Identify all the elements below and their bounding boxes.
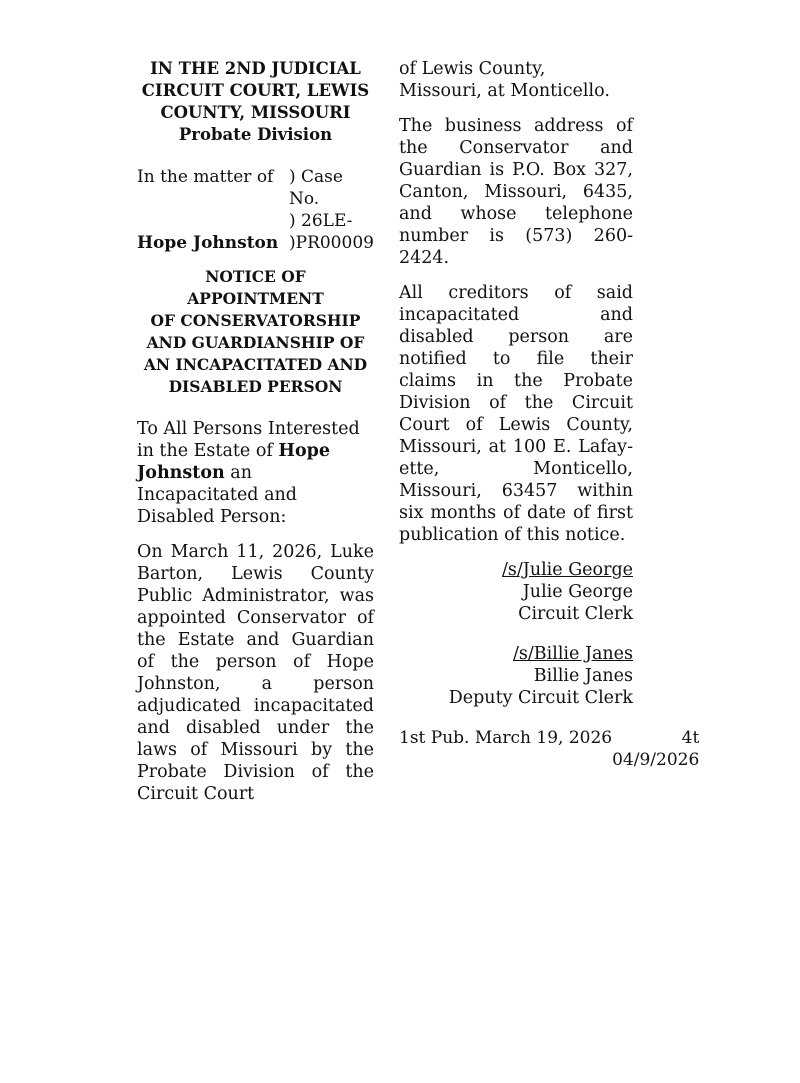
- notice-title-line-3: AND GUARDIANSHIP OF: [146, 333, 365, 352]
- notice-title: [137, 266, 374, 398]
- last-publication-date: 04/9/2026: [612, 750, 700, 770]
- signature-line: /s/Julie George: [502, 560, 633, 580]
- court-line-1: IN THE 2ND JUDICIAL: [150, 59, 361, 78]
- publication-times: 4t: [681, 728, 700, 748]
- signature-line: /s/Billie Janes: [513, 644, 633, 664]
- notice-title-line-1: NOTICE OF APPOINTMENT: [187, 267, 324, 308]
- case-number-part1: ) 26LE-: [289, 211, 353, 231]
- notice-title-line-5: DISABLED PERSON: [168, 377, 343, 396]
- court-line-2: CIRCUIT COURT, LEWIS: [141, 81, 370, 100]
- notice-title-line-4: AN INCAPACITATED AND: [143, 355, 368, 374]
- party-name: Hope Johnston: [137, 233, 279, 253]
- matter-label: In the matter of: [137, 167, 274, 187]
- division-label: Probate Division: [178, 125, 333, 144]
- address-paragraph: To All Persons Interested in the Estate of Hope Johnston an Incapacitated and Disabled Person:: [137, 419, 360, 527]
- signer-name: Julie George: [522, 582, 633, 602]
- appointment-paragraph: On March 11, 2026, Luke Barton, Lewis County Public Administrator, was appointed Conservator of the Estate and Guardian of the person of Hope Johnston, a person adjudicated incapacitated and disabled under the laws of Missouri by the Probate Division of the Circuit Court: [137, 542, 374, 804]
- signature-block-clerk: [399, 559, 633, 625]
- court-line-3: COUNTY, MISSOURI: [160, 103, 351, 122]
- business-address-paragraph: The business address of the Conservator and Guardian is P.O. Box 327, Canton, Missouri, 6435, and whose telephone number is (573) 260-2424.: [399, 116, 633, 268]
- court-heading: [137, 58, 374, 146]
- case-number-part2: )PR00009: [289, 233, 374, 253]
- signature-block-deputy: [399, 643, 633, 709]
- estate-name: Hope Johnston: [137, 441, 330, 483]
- appointment-continued: of Lewis County, Missouri, at Monticello.: [399, 59, 610, 101]
- creditors-paragraph: All creditors of said incapacitated and disabled person are notified to file their claims in the Probate Division of the Circuit Court of Lewis County, Missouri, at 100 E. Lafayette, Monticello, Missouri, 63457 within six months of date of first publication of this notice.: [399, 283, 633, 545]
- first-publication: 1st Pub. March 19, 2026: [399, 728, 613, 748]
- signer-title: Circuit Clerk: [518, 604, 633, 624]
- left-column: [137, 58, 374, 818]
- right-column: [399, 58, 700, 771]
- notice-title-line-2: OF CONSERVATORSHIP: [150, 311, 361, 330]
- signer-name: Billie Janes: [533, 666, 633, 686]
- publication-info: [399, 727, 700, 771]
- signer-title: Deputy Circuit Clerk: [448, 688, 633, 708]
- case-caption: [137, 166, 374, 254]
- case-label: ) Case No.: [289, 167, 343, 209]
